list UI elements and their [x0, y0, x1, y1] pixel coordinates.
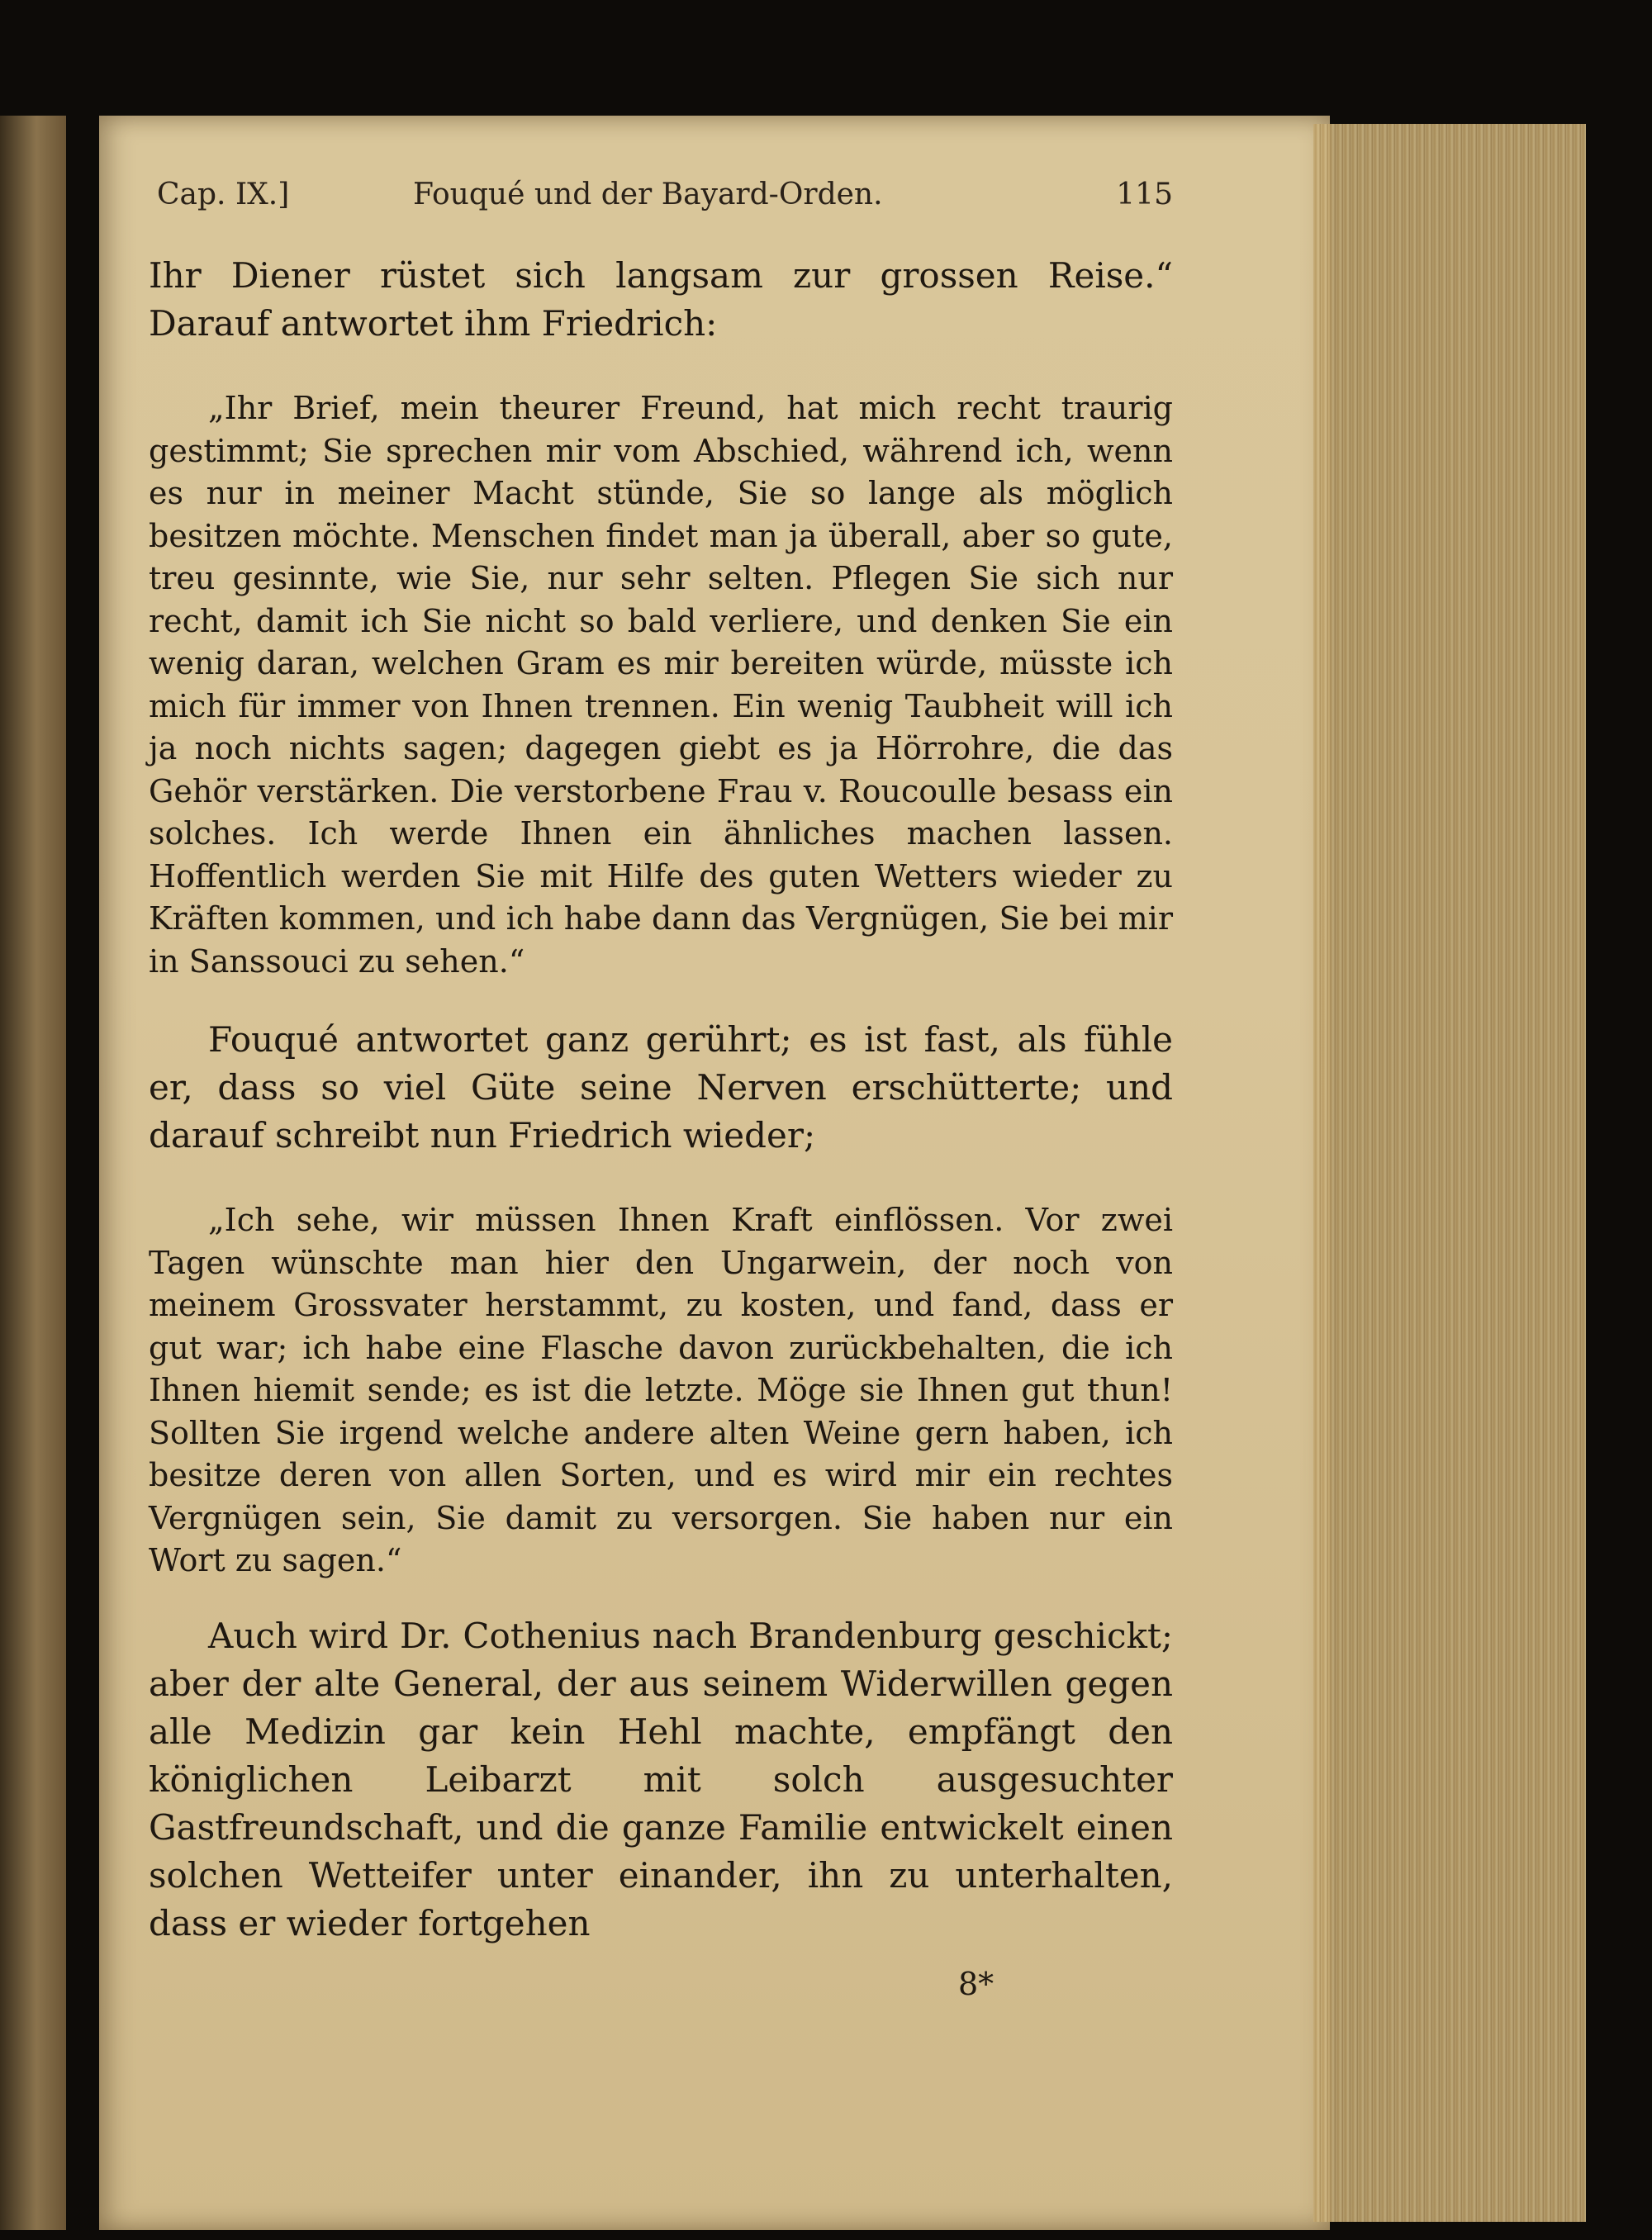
chapter-label: Cap. IX.]	[157, 178, 290, 211]
letter-quote: „Ich sehe, wir müssen Ihnen Kraft einflössen. Vor zwei Tagen wünschte man hier den Ungarwein, der noch von meinem Grossvater herstammt, zu kosten, und fand, dass er gut war; ich habe eine Flasche davon zurückbehalten, die ich Ihnen hiemit sende; es ist die letzte. Möge sie Ihnen gut thun! Sollten Sie irgend welche andere alten Weine gern haben, ich besitze deren von allen Sorten, und es wird mir ein rechtes Vergnügen sein, Sie damit zu versorgen. Sie haben nur ein Wort zu sagen.“	[149, 1202, 1173, 1578]
page-stack-edge	[1313, 124, 1586, 2222]
paragraph: Auch wird Dr. Cothenius nach Brandenburg geschickt; aber der alte General, der aus seinem Widerwillen gegen alle Medizin gar kein Hehl machte, empfängt den königlichen Leibarzt mit solch ausgesuchter Gastfreundschaft, und die ganze Familie entwickelt einen solchen Wetteifer unter einander, ihn zu unterhalten, dass er wieder fortgehen	[149, 1615, 1173, 1943]
page-number: 115	[1116, 178, 1173, 211]
left-page-edge	[0, 116, 66, 2230]
letter-quote: „Ihr Brief, mein theurer Freund, hat mich recht traurig gestimmt; Sie sprechen mir vom Abschied, während ich, wenn es nur in meiner Macht stünde, Sie so lange als möglich besitzen möchte. Menschen findet man ja überall, aber so gute, treu gesinnte, wie Sie, nur sehr selten. Pflegen Sie sich nur recht, damit ich Sie nicht so bald verliere, und denken Sie ein wenig daran, welchen Gram es mir bereiten würde, müsste ich mich für immer von Ihnen trennen. Ein wenig Taubheit will ich ja noch nichts sagen; dagegen giebt es ja Hörrohre, die das Gehör verstärken. Die verstorbene Frau v. Roucoulle besass ein solches. Ich werde Ihnen ein ähnliches machen lassen. Hoffentlich werden Sie mit Hilfe des guten Wetters wieder zu Kräften kommen, und ich habe dann das Vergnügen, Sie bei mir in Sanssouci zu sehen.“	[149, 390, 1173, 980]
page-text	[149, 252, 1173, 1948]
paragraph: Fouqué antwortet ganz gerührt; es ist fast, als fühle er, dass so viel Güte seine Nerven erschütterte; und darauf schreibt nun Friedrich wieder;	[149, 1019, 1173, 1156]
running-head	[157, 178, 1173, 227]
running-title: Fouqué und der Bayard-Orden.	[413, 178, 883, 211]
paragraph: Ihr Diener rüstet sich langsam zur grossen Reise.“ Darauf antwortet ihm Friedrich:	[149, 255, 1173, 344]
signature-mark: 8*	[958, 1966, 995, 2002]
